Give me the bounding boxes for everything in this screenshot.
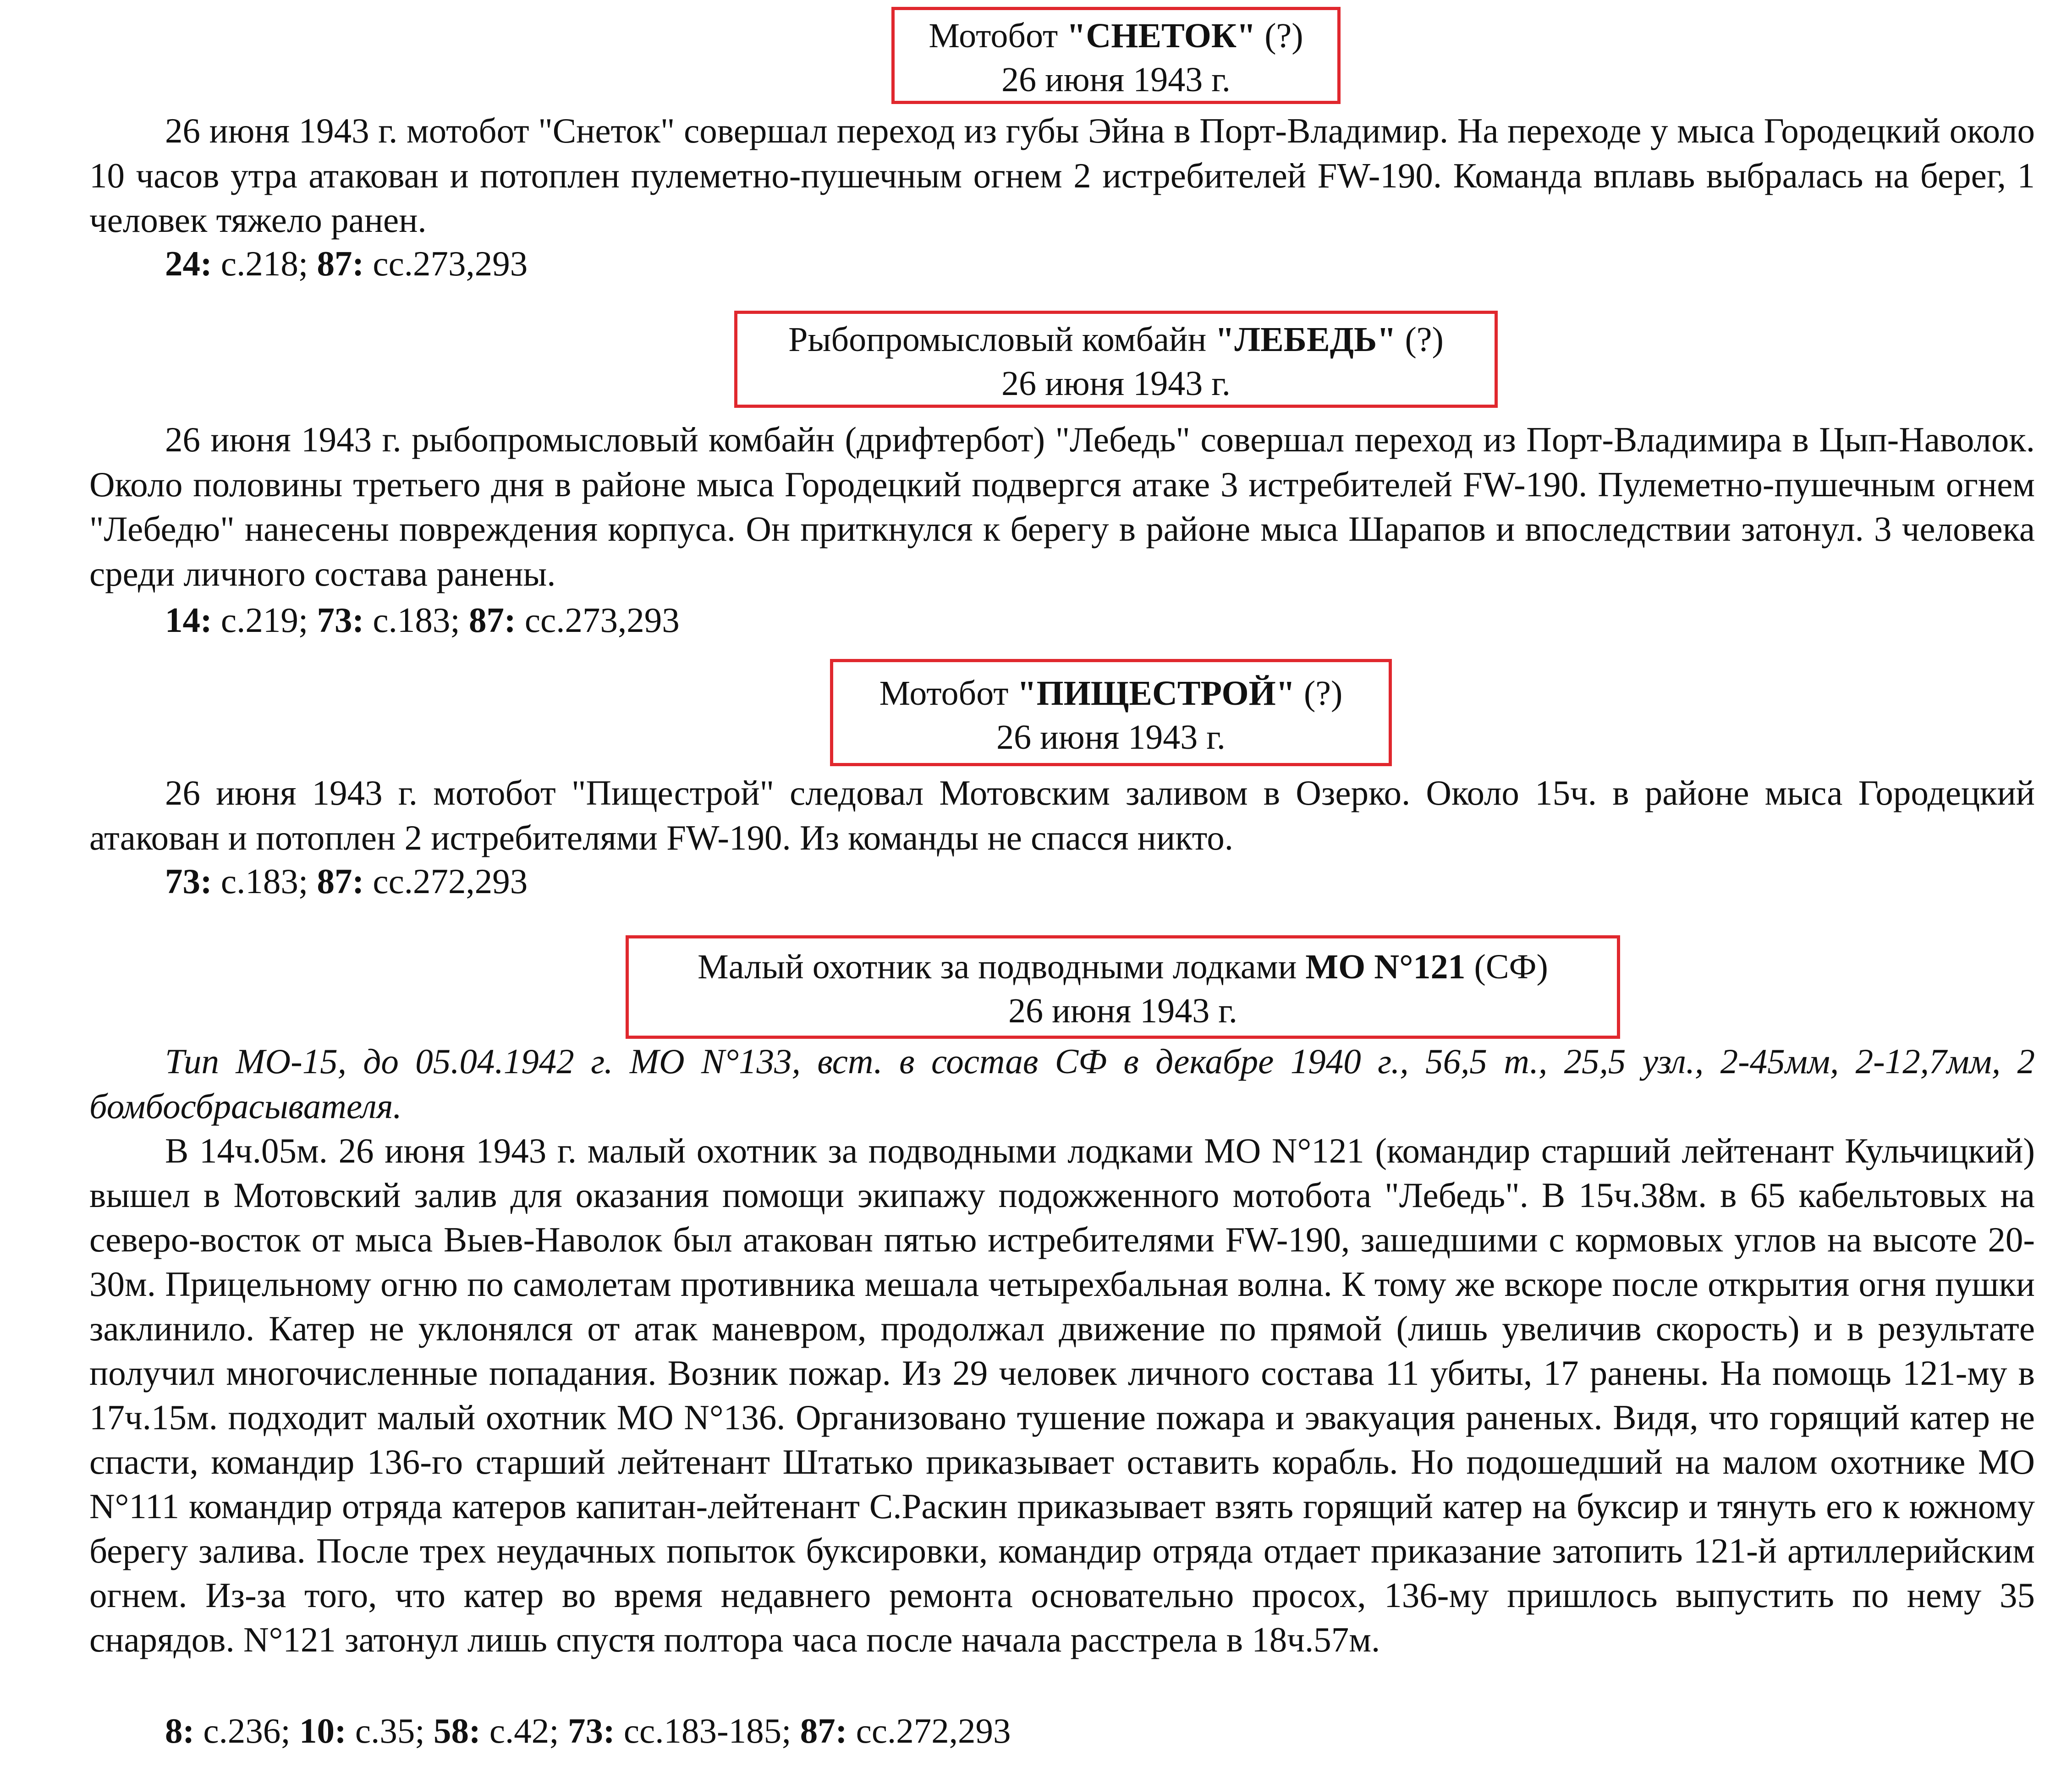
entry-date: 26 июня 1943 г. bbox=[996, 718, 1226, 757]
entry-paragraph: 26 июня 1943 г. мотобот "Пищестрой" следовал Мотовским заливом в Озерко. Около 15ч. в районе мыса Городецкий атакован и потоплен 2 истребителями FW-190. Из команды не спасся никто. bbox=[89, 773, 2035, 857]
entry-references: 24: с.218; 87: сс.273,293 bbox=[165, 244, 528, 283]
entry-date: 26 июня 1943 г. bbox=[1001, 364, 1231, 403]
entry-title-box bbox=[626, 935, 1620, 1039]
entry-title: Мотобот "ПИЩЕСТРОЙ" (?) bbox=[879, 674, 1343, 713]
entry-references: 14: с.219; 73: с.183; 87: сс.273,293 bbox=[165, 600, 680, 640]
entry-date: 26 июня 1943 г. bbox=[1001, 60, 1231, 99]
entry-paragraph: 26 июня 1943 г. рыбопромысловый комбайн (дрифтербот) "Лебедь" совершал переход из Порт-Владимира в Цып-Наволок. Около половины третьего дня в районе мыса Городецкий подвергся атаке 3 истребителей FW-190. Пулеметно-пушечным огнем "Лебедю" нанесены повреждения корпуса. Он приткнулся к берегу в районе мыса Шарапов и впоследствии затонул. 3 человека среди личного состава ранены. bbox=[89, 420, 2035, 593]
entry-title: Мотобот "СНЕТОК" (?) bbox=[929, 16, 1303, 55]
entry-title-box bbox=[891, 7, 1341, 104]
entry-title: Рыбопромысловый комбайн "ЛЕБЕДЬ" (?) bbox=[788, 320, 1444, 359]
entry-paragraph: 26 июня 1943 г. мотобот "Снеток" совершал переход из губы Эйна в Порт-Владимир. На переходе у мыса Городецкий около 10 часов утра атакован и потоплен пулеметно-пушечным огнем 2 истребителей FW-190. Команда вплавь выбралась на берег, 1 человек тяжело ранен. bbox=[89, 111, 2035, 240]
entry-references: 73: с.183; 87: сс.272,293 bbox=[165, 861, 528, 901]
entry-title-box bbox=[830, 659, 1392, 766]
entry-title-box bbox=[734, 311, 1498, 408]
entry-paragraph: В 14ч.05м. 26 июня 1943 г. малый охотник за подводными лодками МО N°121 (командир старший лейтенант Кульчицкий) вышел в Мотовский залив для оказания помощи экипажу подожженного мотобота "Лебедь". В 15ч.38м. в 65 кабельтовых на северо-восток от мыса Выев-Наволок был атакован пятью истребителями FW-190, зашедшими с кормовых углов на высоте 20-30м. Прицельному огню по самолетам противника мешала четырехбальная волна. К тому же вскоре после открытия огня пушки заклинило. Катер не уклонялся от атак маневром, продолжал движение по прямой (лишь увеличив скорость) и в результате получил многочисленные попадания. Возник пожар. Из 29 человек личного состава 11 убиты, 17 ранены. На помощь 121-му в 17ч.15м. подходит малый охотник МО N°136. Организовано тушение пожара и эвакуация раненых. Видя, что горящий катер не спасти, командир 136-го старший лейтенант Штатько приказывает оставить корабль. Но подошедший на малом охотнике МО N°111 командир отряда катеров капитан-лейтенант С.Раскин приказывает взять горящий катер на буксир и тянуть его к южному берегу залива. После трех неудачных попыток буксировки, командир отряда отдает приказание затопить 121-й артиллерийским огнем. Из-за того, что катер во время недавнего ремонта основательно просох, 136-му пришлось выпустить по нему 35 снарядов. N°121 затонул лишь спустя полтора часа после начала расстрела в 18ч.57м. bbox=[89, 1131, 2035, 1659]
entry-title: Малый охотник за подводными лодками МО N°121 (СФ) bbox=[698, 948, 1548, 986]
entry-date: 26 июня 1943 г. bbox=[1008, 992, 1237, 1030]
entry-specs-italic: Тип МО-15, до 05.04.1942 г. МО N°133, вст. в состав СФ в декабре 1940 г., 56,5 т., 25,5 узл., 2-45мм, 2-12,7мм, 2 бомбосбрасывателя. bbox=[89, 1042, 2035, 1126]
entry-references: 8: с.236; 10: с.35; 58: с.42; 73: сс.183-185; 87: сс.272,293 bbox=[165, 1711, 1011, 1750]
